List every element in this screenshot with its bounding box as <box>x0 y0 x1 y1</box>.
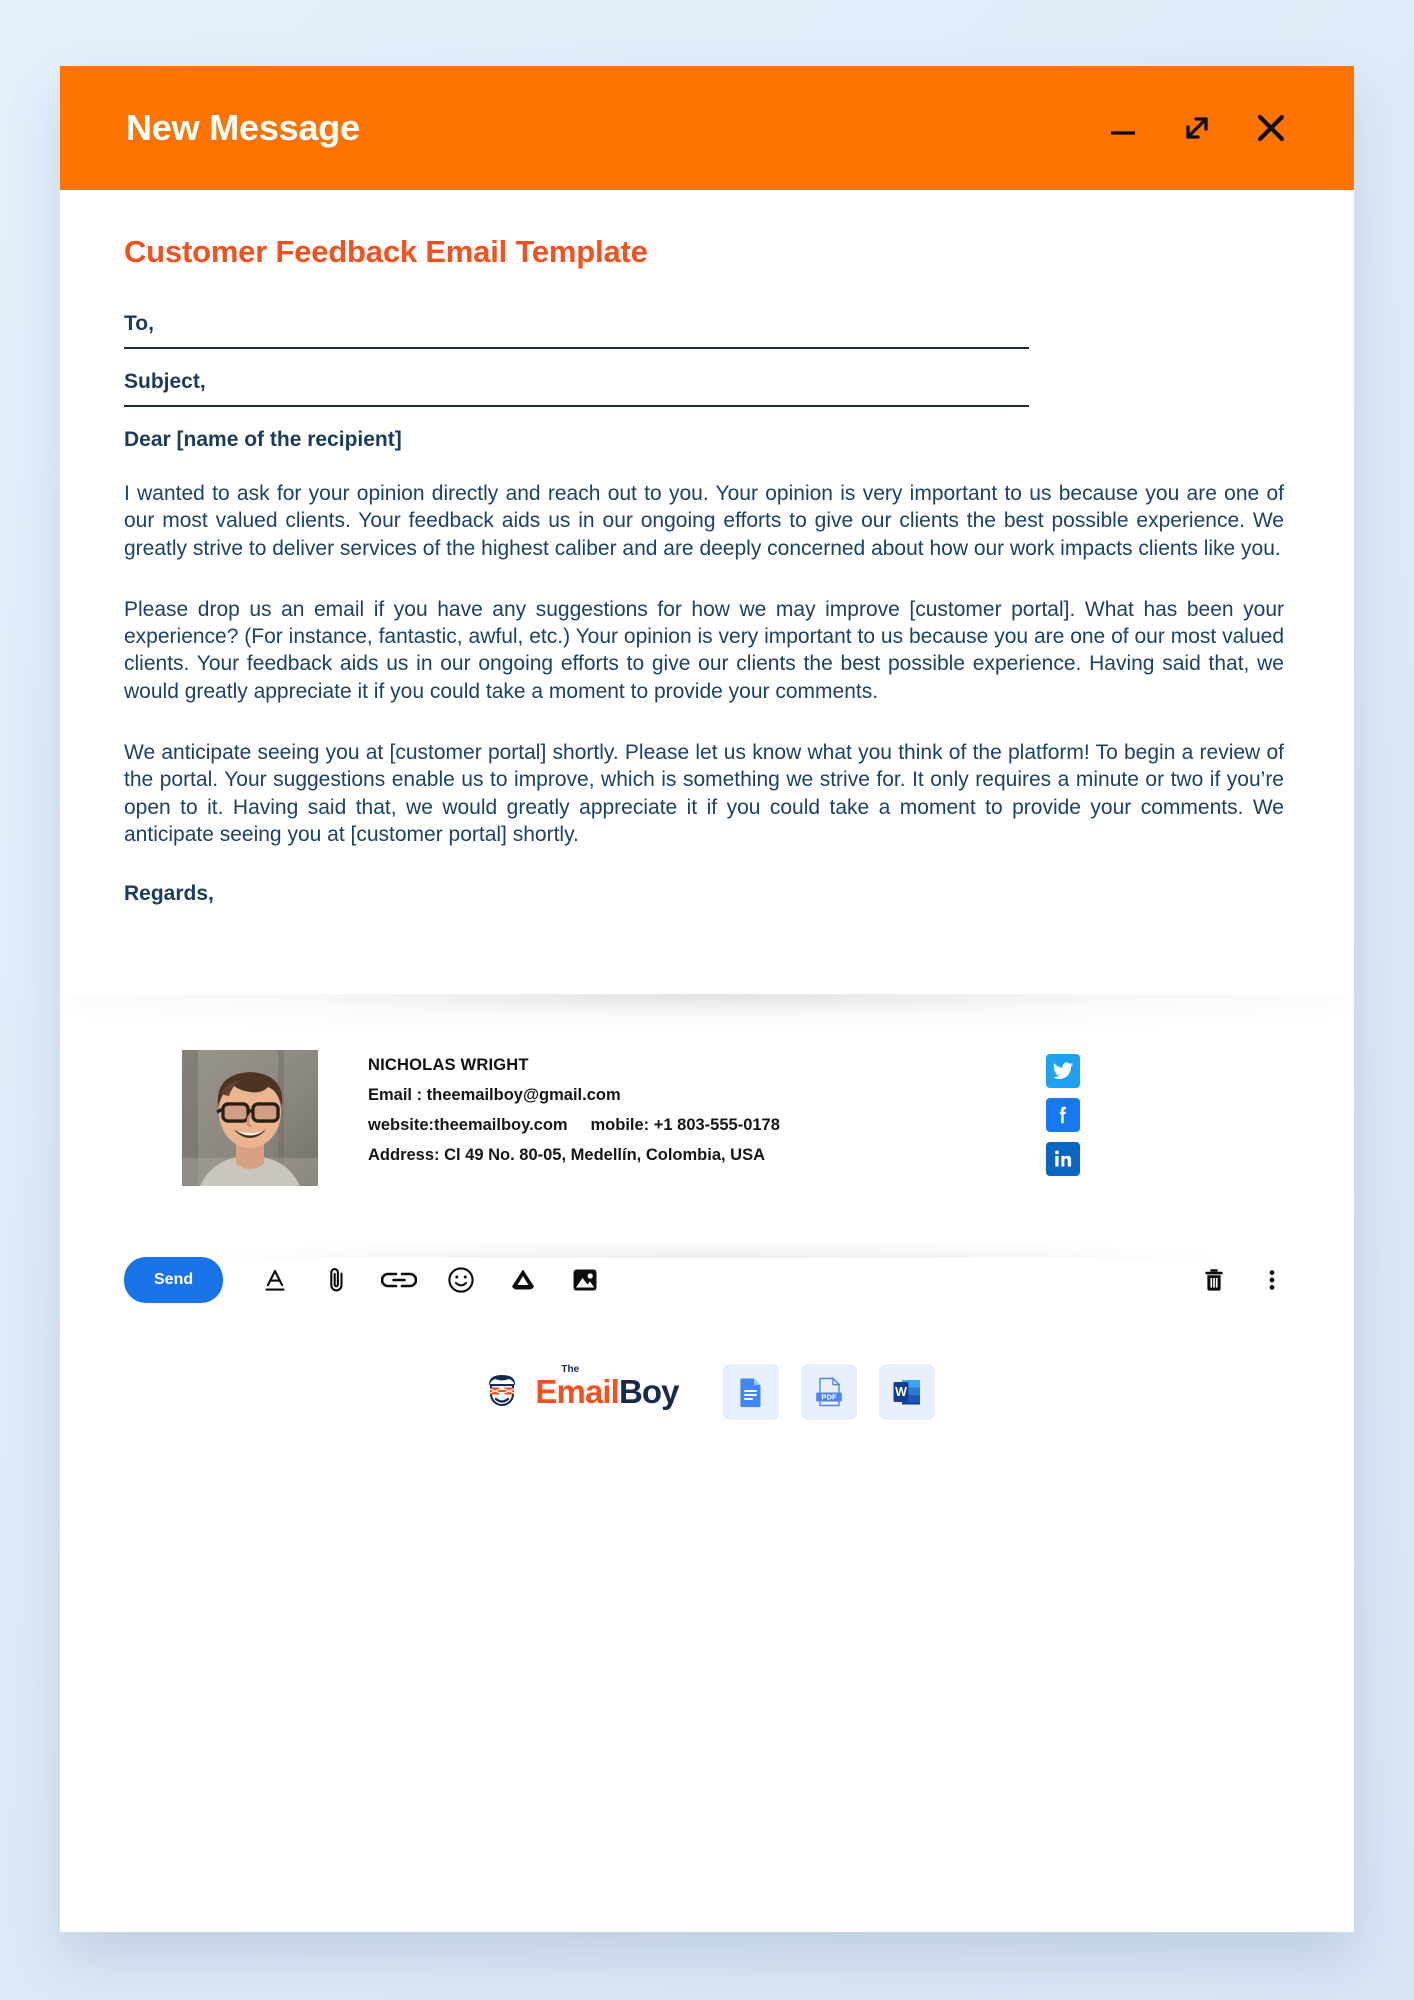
insert-link-button[interactable] <box>381 1262 417 1298</box>
signature-email: Email : theemailboy@gmail.com <box>368 1086 621 1105</box>
brand-second: Boy <box>618 1373 679 1411</box>
body-paragraph-1: I wanted to ask for your opinion directly and reach out to you. Your opinion is very important to us because you are one of our most valued clients. Your feedback aids us in our ongoing efforts to give our clients the best possible experience. We greatly strive to deliver services of the highest caliber and are deeply concerned about how our work impacts clients like you. <box>124 482 1284 560</box>
delete-draft-button[interactable] <box>1196 1262 1232 1298</box>
google-drive-button[interactable] <box>505 1262 541 1298</box>
more-options-icon <box>1258 1266 1286 1294</box>
compose-toolbar <box>60 1248 1354 1312</box>
download-google-docs-button[interactable] <box>723 1364 779 1420</box>
window-title: New Message <box>126 107 360 148</box>
linkedin-icon <box>1052 1148 1074 1170</box>
twitter-link[interactable] <box>1046 1054 1080 1088</box>
avatar-photo <box>182 1050 318 1186</box>
expand-button[interactable] <box>1174 105 1220 151</box>
insert-emoji-button[interactable] <box>443 1262 479 1298</box>
expand-icon <box>1180 111 1214 145</box>
body-paragraph-2: Please drop us an email if you have any suggestions for how we may improve [customer portal]. What has been your experience? (For instance, fantastic, awful, etc.) Your opinion is very important to us because you are one of our most valued clients. Your feedback aids us in our ongoing efforts to give our clients the best possible experience. Having said that, we would greatly appreciate it if you could take a moment to provide your comments. <box>124 597 1284 703</box>
email-document <box>60 190 1354 906</box>
subject-field-row[interactable] <box>124 370 1029 407</box>
social-links <box>1046 1050 1080 1176</box>
to-field-row[interactable] <box>124 312 1029 349</box>
linkedin-link[interactable] <box>1046 1142 1080 1176</box>
minimize-icon <box>1108 113 1138 143</box>
salutation-line: Dear [name of the recipient] <box>124 428 402 451</box>
insert-link-icon <box>381 1265 417 1295</box>
facebook-link[interactable] <box>1046 1098 1080 1132</box>
google-docs-icon <box>734 1375 768 1409</box>
more-options-button[interactable] <box>1254 1262 1290 1298</box>
insert-photo-button[interactable] <box>567 1262 603 1298</box>
format-text-button[interactable] <box>257 1262 293 1298</box>
close-button[interactable] <box>1248 105 1294 151</box>
brand-super: The <box>561 1364 580 1376</box>
word-label: W <box>894 1385 907 1400</box>
minimize-button[interactable] <box>1100 105 1146 151</box>
page-title: Customer Feedback Email Template <box>124 234 648 269</box>
brand-logo <box>479 1364 679 1415</box>
email-compose-card <box>60 66 1354 1932</box>
word-icon <box>890 1375 924 1409</box>
download-word-button[interactable] <box>879 1364 935 1420</box>
facebook-icon <box>1052 1104 1074 1126</box>
pdf-icon <box>812 1375 846 1409</box>
delete-draft-icon <box>1199 1265 1229 1295</box>
google-drive-icon <box>507 1264 539 1296</box>
download-formats <box>723 1364 935 1420</box>
brand-first: Email <box>535 1373 619 1411</box>
subject-field-label: Subject, <box>124 370 206 393</box>
footer <box>60 1364 1354 1460</box>
signature-divider <box>60 994 1354 1034</box>
toolbar-icons <box>257 1262 603 1298</box>
signature-address: Address: Cl 49 No. 80-05, Medellín, Colombia, USA <box>368 1146 766 1165</box>
twitter-icon <box>1052 1060 1074 1082</box>
signature-block <box>60 1034 1354 1186</box>
window-controls <box>1100 105 1294 151</box>
insert-emoji-icon <box>445 1264 477 1296</box>
avatar <box>182 1050 318 1186</box>
signature-name: NICHOLAS WRIGHT <box>368 1056 529 1075</box>
pdf-label: PDF <box>821 1392 837 1402</box>
attach-file-button[interactable] <box>319 1262 355 1298</box>
send-button[interactable]: Send <box>124 1257 223 1303</box>
brand-wordmark <box>535 1364 679 1411</box>
insert-photo-icon <box>569 1264 601 1296</box>
closing-line: Regards, <box>124 882 214 906</box>
close-icon <box>1252 109 1290 147</box>
window-titlebar <box>60 66 1354 190</box>
format-text-icon <box>260 1265 290 1295</box>
to-field-label: To, <box>124 312 154 335</box>
emailboy-mascot-icon <box>479 1369 525 1415</box>
toolbar-right-actions <box>1196 1262 1290 1298</box>
signature-details <box>368 1050 1046 1176</box>
body-paragraph-3: We anticipate seeing you at [customer portal] shortly. Please let us know what you think of the platform! To begin a review of the portal. Your suggestions enable us to improve, which is something we strive for. It only requires a minute or two if you’re open to it. Having said that, we would greatly appreciate it if you could take a moment to provide your comments. We anticipate seeing you at [customer portal] shortly. <box>124 741 1284 846</box>
signature-website-mobile: website:theemailboy.com mobile: +1 803-555-0178 <box>368 1116 780 1135</box>
attach-file-icon <box>322 1265 352 1295</box>
download-pdf-button[interactable] <box>801 1364 857 1420</box>
